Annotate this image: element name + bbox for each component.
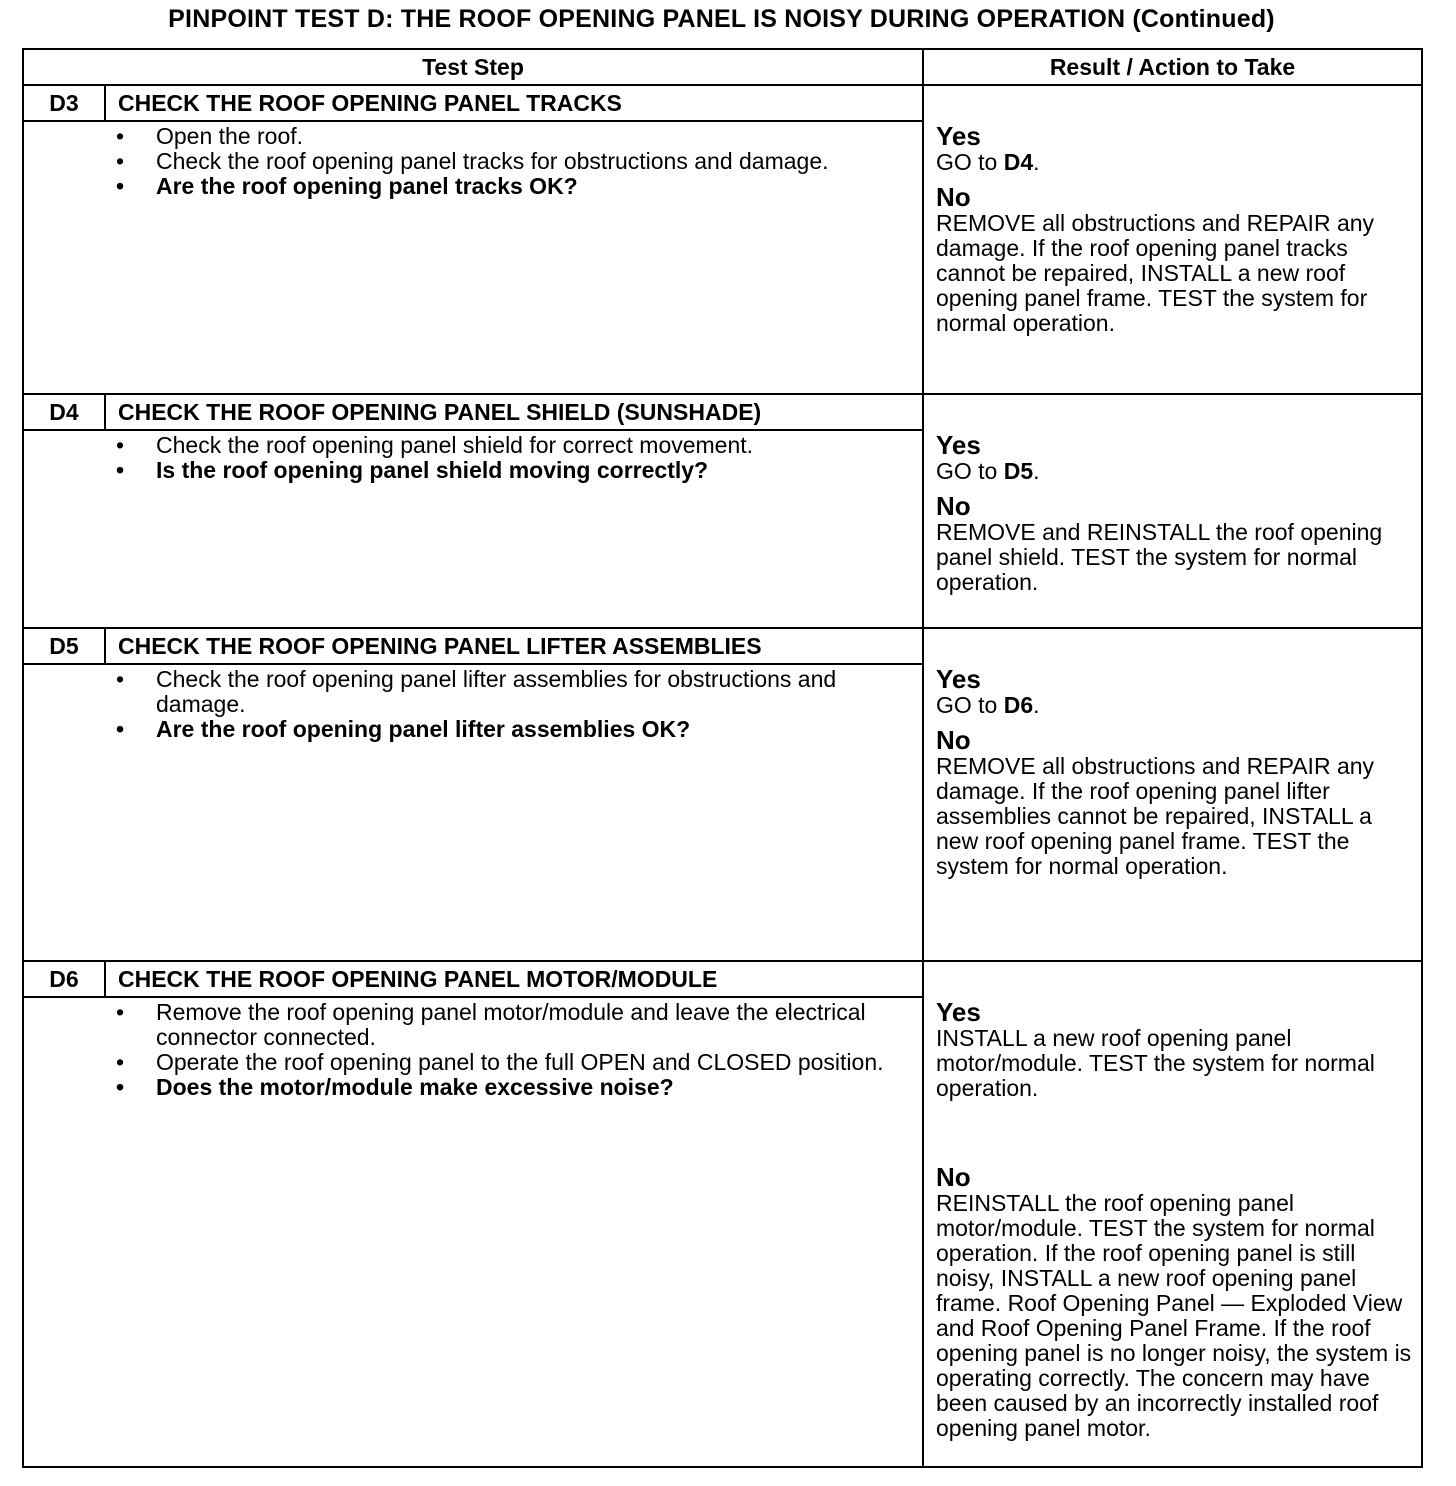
yes-action: [936, 150, 1420, 175]
step-head: [24, 86, 922, 122]
step-d5: [24, 629, 1421, 962]
step-question: • Are the roof opening panel tracks OK?: [112, 174, 912, 199]
step-result: [936, 122, 1420, 336]
step-question: • Is the roof opening panel shield moving correctly?: [112, 458, 912, 483]
step-title: CHECK THE ROOF OPENING PANEL MOTOR/MODULE: [118, 966, 718, 992]
yes-action: INSTALL a new roof opening panel motor/module. TEST the system for normal operation.: [936, 1025, 1375, 1101]
step-d6: [24, 962, 1421, 1466]
step-title: CHECK THE ROOF OPENING PANEL TRACKS: [118, 90, 622, 116]
test-table: [22, 48, 1423, 1468]
instruction-item: • Open the roof.: [112, 124, 912, 149]
yes-prefix: GO to: [936, 458, 998, 484]
yes-action: [936, 693, 1420, 718]
goto-step-link[interactable]: D6: [1003, 692, 1034, 718]
step-question: • Does the motor/module make excessive noise?: [112, 1075, 912, 1100]
no-label: No: [936, 182, 971, 212]
yes-label: Yes: [936, 430, 981, 460]
yes-label: Yes: [936, 664, 981, 694]
step-d4: [24, 395, 1421, 629]
yes-prefix: GO to: [936, 692, 998, 718]
step-result: [936, 665, 1420, 879]
instruction-item: • Check the roof opening panel tracks for obstructions and damage.: [112, 149, 912, 174]
step-result: [936, 998, 1420, 1441]
step-id: D5: [24, 629, 106, 663]
step-title: CHECK THE ROOF OPENING PANEL LIFTER ASSEMBLIES: [118, 633, 762, 659]
yes-prefix: GO to: [936, 149, 998, 175]
step-id: D6: [24, 962, 106, 996]
step-result: [936, 431, 1420, 595]
step-head: [24, 962, 922, 998]
instruction-item: • Check the roof opening panel shield for correct movement.: [112, 433, 912, 458]
instruction-item: • Remove the roof opening panel motor/module and leave the electrical connector connected.: [112, 1000, 912, 1050]
step-instructions: [112, 1000, 912, 1100]
yes-action: [936, 459, 1420, 484]
step-title: CHECK THE ROOF OPENING PANEL SHIELD (SUNSHADE): [118, 399, 762, 425]
page-title: PINPOINT TEST D: THE ROOF OPENING PANEL IS NOISY DURING OPERATION (Continued): [168, 5, 1275, 33]
yes-suffix: .: [1033, 149, 1040, 175]
column-divider: [922, 50, 924, 1466]
no-action: REMOVE all obstructions and REPAIR any damage. If the roof opening panel tracks cannot be repaired, INSTALL a new roof opening panel frame. TEST the system for normal operation.: [936, 210, 1375, 336]
step-head: [24, 395, 922, 431]
header-test-step: Test Step: [422, 54, 524, 80]
no-action: REINSTALL the roof opening panel motor/module. TEST the system for normal operation. If the roof opening panel is still noisy, INSTALL a new roof opening panel frame. Roof Opening Panel — Exploded View and Roof Opening Panel Frame. If the roof opening panel is no longer noisy, the system is operating correctly. The concern may have been caused by an incorrectly installed roof opening panel motor.: [936, 1190, 1412, 1441]
yes-suffix: .: [1033, 458, 1040, 484]
instruction-item: • Check the roof opening panel lifter assemblies for obstructions and damage.: [112, 667, 912, 717]
instruction-item: • Operate the roof opening panel to the full OPEN and CLOSED position.: [112, 1050, 912, 1075]
step-id: D3: [24, 86, 106, 120]
no-label: No: [936, 1162, 971, 1192]
step-instructions: [112, 433, 912, 483]
no-action: REMOVE and REINSTALL the roof opening panel shield. TEST the system for normal operation.: [936, 519, 1383, 595]
yes-label: Yes: [936, 121, 981, 151]
yes-suffix: .: [1033, 692, 1040, 718]
header-result: Result / Action to Take: [1049, 54, 1296, 80]
yes-label: Yes: [936, 997, 981, 1027]
table-header: [24, 50, 1421, 86]
step-d3: [24, 86, 1421, 395]
no-label: No: [936, 491, 971, 521]
step-instructions: [112, 667, 912, 742]
goto-step-link[interactable]: D5: [1003, 458, 1034, 484]
step-instructions: [112, 124, 912, 199]
no-action: REMOVE all obstructions and REPAIR any damage. If the roof opening panel lifter assemblies cannot be repaired, INSTALL a new roof opening panel frame. TEST the system for normal operation.: [936, 753, 1375, 879]
step-head: [24, 629, 922, 665]
no-label: No: [936, 725, 971, 755]
goto-step-link[interactable]: D4: [1003, 149, 1034, 175]
step-id: D4: [24, 395, 106, 429]
step-question: • Are the roof opening panel lifter assemblies OK?: [112, 717, 912, 742]
